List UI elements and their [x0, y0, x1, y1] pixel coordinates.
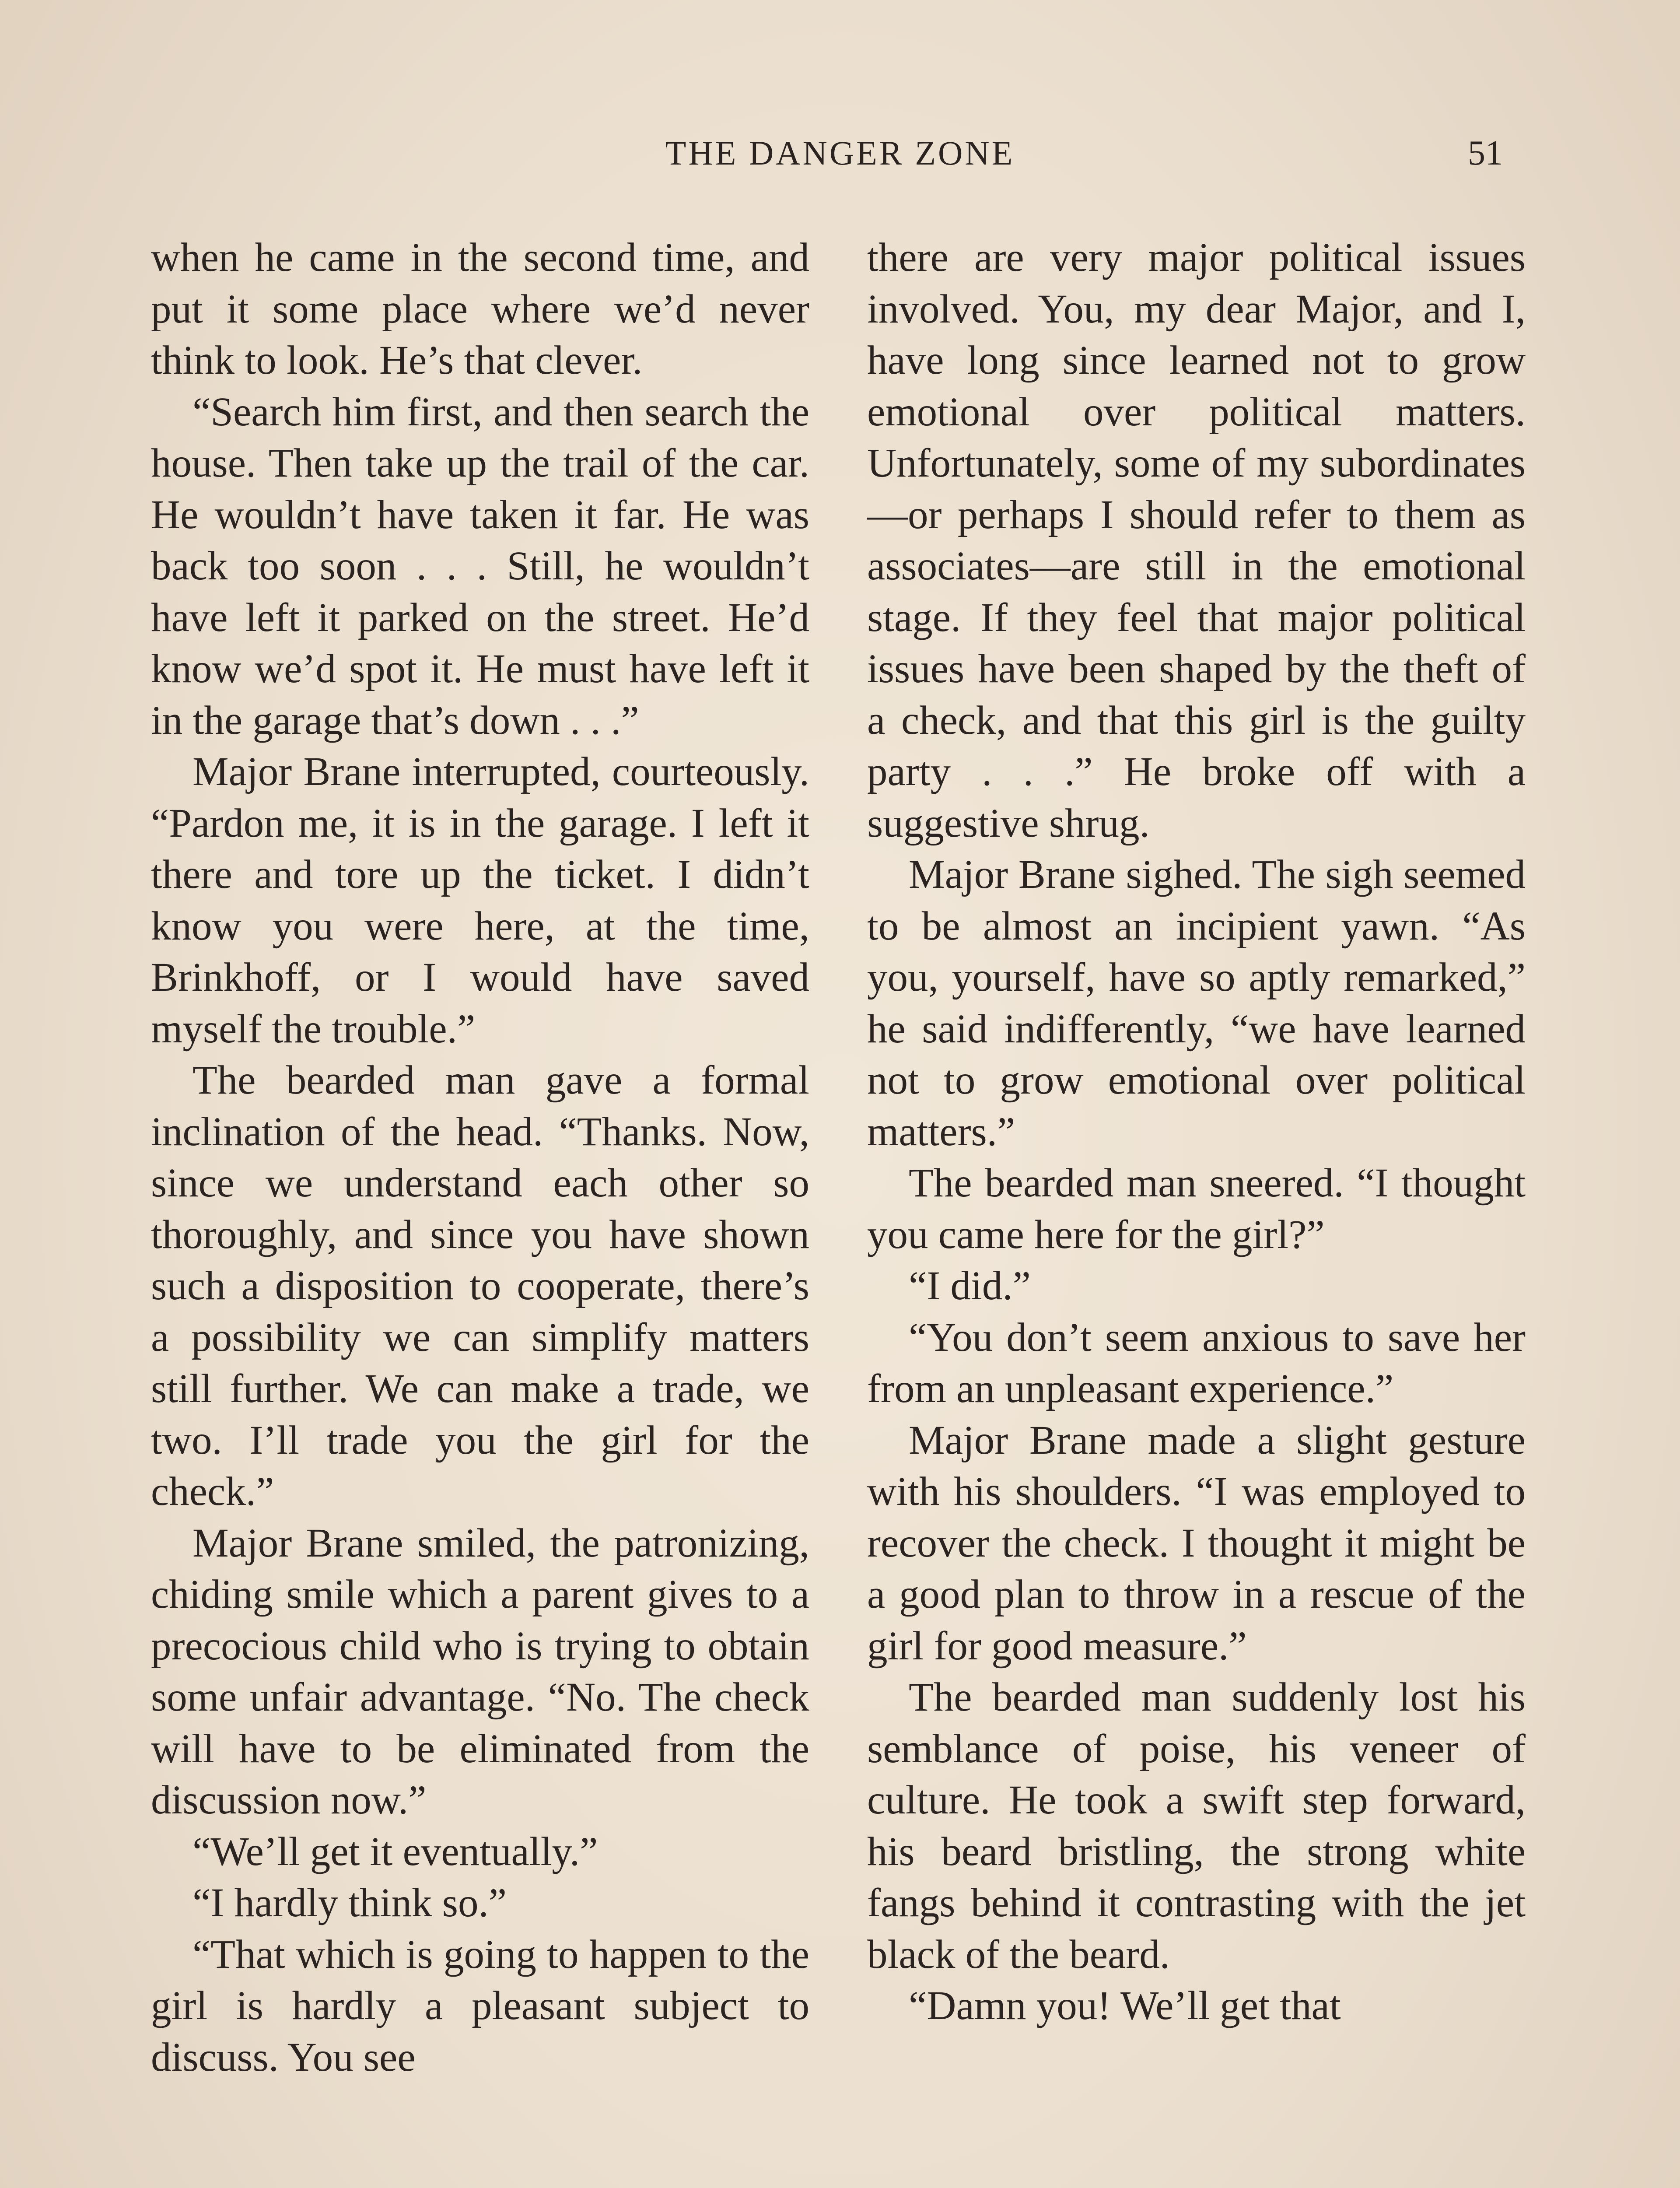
- paragraph: The bearded man suddenly lost his semblance of poise, his veneer of culture. He took a swift step forward, his beard bristling, the strong white fangs behind it contrasting with the jet black of the beard.: [867, 1675, 1526, 1977]
- paragraph: “I hardly think so.”: [192, 1880, 507, 1925]
- paragraph: “That which is going to happen to the girl is hardly a pleasant subject to discuss. You see: [151, 1932, 809, 2080]
- text-column-left: [151, 232, 809, 2083]
- page-number: 51: [1468, 134, 1503, 172]
- paragraph: Major Brane made a slight gesture with his shoulders. “I was employed to recover the check. I thought it might be a good plan to throw in a rescue of the girl for good measure.”: [867, 1417, 1526, 1669]
- paragraph: Major Brane sighed. The sigh seemed to be almost an incipient yawn. “As you, yourself, have so aptly remarked,” he said indifferently, “we have learned not to grow emotional over political matters.”: [867, 852, 1526, 1154]
- paragraph: The bearded man gave a formal inclination of the head. “Thanks. Now, since we understand each other so thoroughly, and since you have shown such a disposition to cooperate, there’s a possibility we can simplify matters still further. We can make a trade, we two. I’ll trade you the girl for the check.”: [151, 1058, 809, 1514]
- paragraph: “Damn you! We’ll get that: [909, 1983, 1341, 2028]
- page-header: [0, 127, 1680, 179]
- paragraph: Major Brane smiled, the patronizing, chiding smile which a parent gives to a precocious child who is trying to obtain some unfair advantage. “No. The check will have to be eliminated from the discussion now.”: [151, 1520, 809, 1823]
- paragraph: “You don’t seem anxious to save her from an unpleasant experience.”: [867, 1315, 1526, 1411]
- paragraph: when he came in the second time, and put it some place where we’d never think to look. He’s that clever.: [151, 235, 809, 383]
- paragraph: there are very major political issues involved. You, my dear Major, and I, have long since learned not to grow emotional over political matters. Unfortunately, some of my subordinates—or perhaps I should refer to them as associates—are still in the emotional stage. If they feel that major political issues have been shaped by the theft of a check, and that this girl is the guilty party . . .” He broke off with a suggestive shrug.: [867, 235, 1526, 846]
- paragraph: “I did.”: [909, 1263, 1031, 1308]
- paragraph: “We’ll get it eventually.”: [192, 1829, 598, 1874]
- running-title: THE DANGER ZONE: [665, 134, 1015, 172]
- paragraph: Major Brane interrupted, courteously. “Pardon me, it is in the garage. I left it there and tore up the ticket. I didn’t know you were here, at the time, Brinkhoff, or I would have saved myself the trouble.”: [151, 749, 809, 1052]
- text-column-right: [867, 232, 1526, 2032]
- paragraph: “Search him first, and then search the house. Then take up the trail of the car. He wouldn’t have taken it far. He was back too soon . . . Still, he wouldn’t have left it parked on the street. He’d know we’d spot it. He must have left it in the garage that’s down . . .”: [151, 389, 809, 743]
- paragraph: The bearded man sneered. “I thought you came here for the girl?”: [867, 1161, 1526, 1257]
